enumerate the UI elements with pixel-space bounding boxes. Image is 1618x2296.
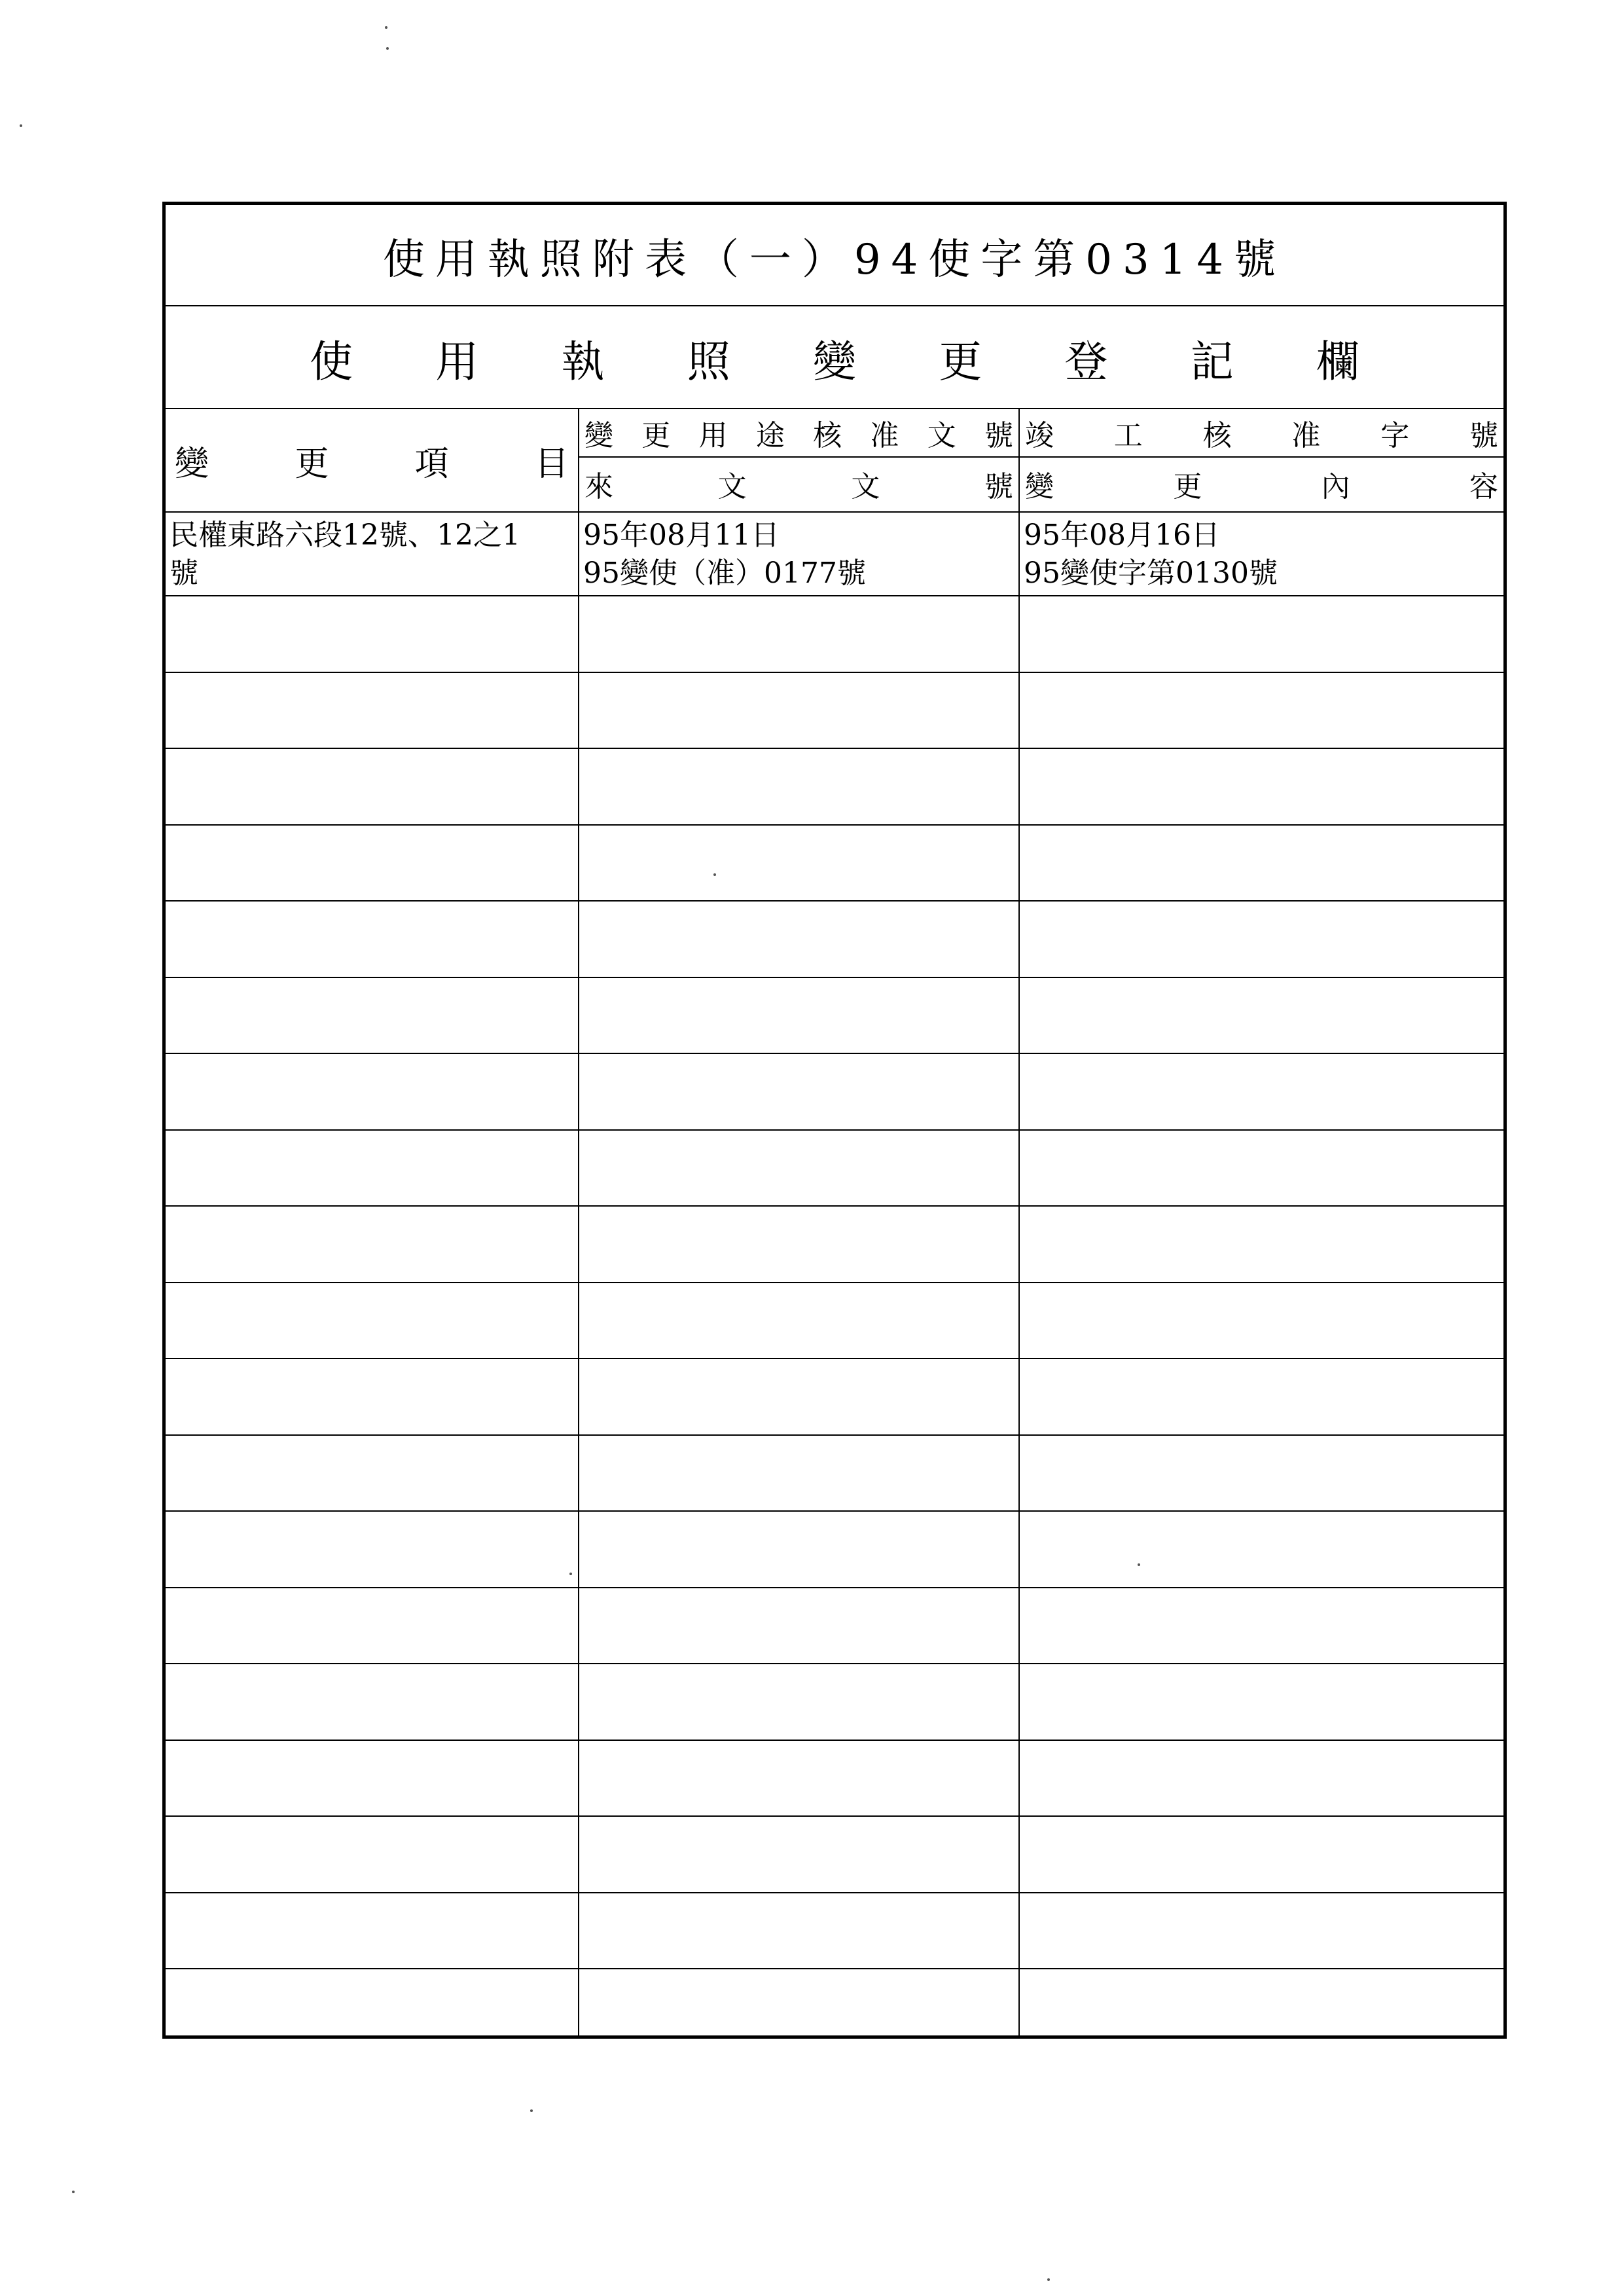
divider bbox=[579, 456, 1503, 458]
form-subtitle bbox=[310, 308, 1359, 408]
row-line bbox=[166, 1205, 1503, 1207]
row-line bbox=[166, 900, 1503, 902]
header-char: 變 bbox=[175, 444, 209, 484]
header-char: 文 bbox=[851, 470, 880, 503]
header-char: 文 bbox=[927, 419, 956, 452]
approval-date: 95年08月11日 bbox=[583, 519, 780, 552]
header-completion-approval-no bbox=[1020, 409, 1503, 456]
completion-no: 95變使字第0130號 bbox=[1024, 556, 1278, 590]
subtitle-char: 登 bbox=[1064, 337, 1108, 387]
row-line bbox=[166, 1815, 1503, 1817]
scan-speck bbox=[569, 1573, 572, 1575]
table-row-completion bbox=[1020, 514, 1503, 595]
approval-no: 95變使（准）0177號 bbox=[583, 556, 866, 590]
column-divider bbox=[578, 408, 579, 2035]
row-line bbox=[166, 1740, 1503, 1741]
subtitle-char: 記 bbox=[1190, 337, 1234, 387]
header-change-item bbox=[166, 409, 578, 511]
subtitle-char: 用 bbox=[435, 337, 479, 387]
subtitle-char: 變 bbox=[813, 337, 856, 387]
subtitle-char: 執 bbox=[561, 337, 605, 387]
form-title: 使用執照附表（一）94使字第0314號 bbox=[382, 235, 1287, 284]
header-char: 更 bbox=[641, 419, 671, 452]
header-incoming-doc-no bbox=[579, 458, 1018, 510]
scan-speck bbox=[530, 2109, 533, 2112]
row-line bbox=[166, 1663, 1503, 1664]
row-line bbox=[166, 672, 1503, 673]
scan-speck bbox=[385, 26, 387, 29]
row-line bbox=[166, 1968, 1503, 1969]
header-change-content bbox=[1020, 458, 1503, 510]
row-line bbox=[166, 1892, 1503, 1893]
row-line bbox=[166, 1282, 1503, 1283]
subtitle-char: 更 bbox=[939, 337, 982, 387]
row-line bbox=[166, 748, 1503, 749]
completion-date: 95年08月16日 bbox=[1024, 519, 1220, 552]
header-char: 項 bbox=[414, 444, 449, 484]
row-line bbox=[166, 1434, 1503, 1436]
header-char: 核 bbox=[1202, 419, 1232, 452]
scan-speck bbox=[713, 873, 716, 876]
row-line bbox=[166, 1129, 1503, 1131]
scan-speck bbox=[20, 124, 22, 127]
header-char: 字 bbox=[1380, 419, 1410, 452]
header-char: 更 bbox=[295, 444, 329, 484]
subtitle-char: 照 bbox=[687, 337, 730, 387]
header-char: 目 bbox=[534, 444, 569, 484]
row-line bbox=[166, 1053, 1503, 1054]
header-approval-doc-no bbox=[579, 409, 1018, 456]
header-char: 更 bbox=[1173, 470, 1202, 503]
scan-speck bbox=[1138, 1563, 1140, 1566]
table-row-approval bbox=[579, 514, 1018, 595]
header-char: 核 bbox=[813, 419, 842, 452]
row-line bbox=[166, 595, 1503, 596]
header-char: 用 bbox=[698, 419, 728, 452]
header-char: 准 bbox=[870, 419, 899, 452]
header-char: 文 bbox=[717, 470, 747, 503]
header-char: 工 bbox=[1113, 419, 1143, 452]
scan-speck bbox=[72, 2191, 75, 2193]
header-char: 號 bbox=[984, 470, 1013, 503]
header-char: 准 bbox=[1291, 419, 1321, 452]
header-char: 容 bbox=[1469, 470, 1498, 503]
header-char: 途 bbox=[755, 419, 785, 452]
row-line bbox=[166, 977, 1503, 978]
divider bbox=[166, 305, 1503, 306]
header-char: 竣 bbox=[1025, 419, 1054, 452]
header-char: 號 bbox=[984, 419, 1013, 452]
subtitle-char: 欄 bbox=[1316, 337, 1359, 387]
header-char: 變 bbox=[584, 419, 613, 452]
header-char: 號 bbox=[1469, 419, 1498, 452]
header-char: 內 bbox=[1321, 470, 1350, 503]
subtitle-char: 使 bbox=[310, 337, 353, 387]
header-char: 變 bbox=[1025, 470, 1054, 503]
scan-speck bbox=[1047, 2278, 1050, 2281]
scan-speck bbox=[386, 47, 389, 50]
row-line bbox=[166, 1358, 1503, 1359]
column-divider bbox=[1018, 408, 1020, 2035]
table-row-item bbox=[166, 514, 578, 595]
change-registration-form bbox=[162, 202, 1507, 2039]
header-char: 來 bbox=[584, 470, 613, 503]
row-line bbox=[166, 1587, 1503, 1588]
divider bbox=[166, 511, 1503, 513]
row-line bbox=[166, 824, 1503, 826]
change-item-line: 民權東路六段12號、12之1 bbox=[170, 519, 520, 552]
row-line bbox=[166, 1510, 1503, 1512]
change-item-line: 號 bbox=[170, 556, 198, 590]
